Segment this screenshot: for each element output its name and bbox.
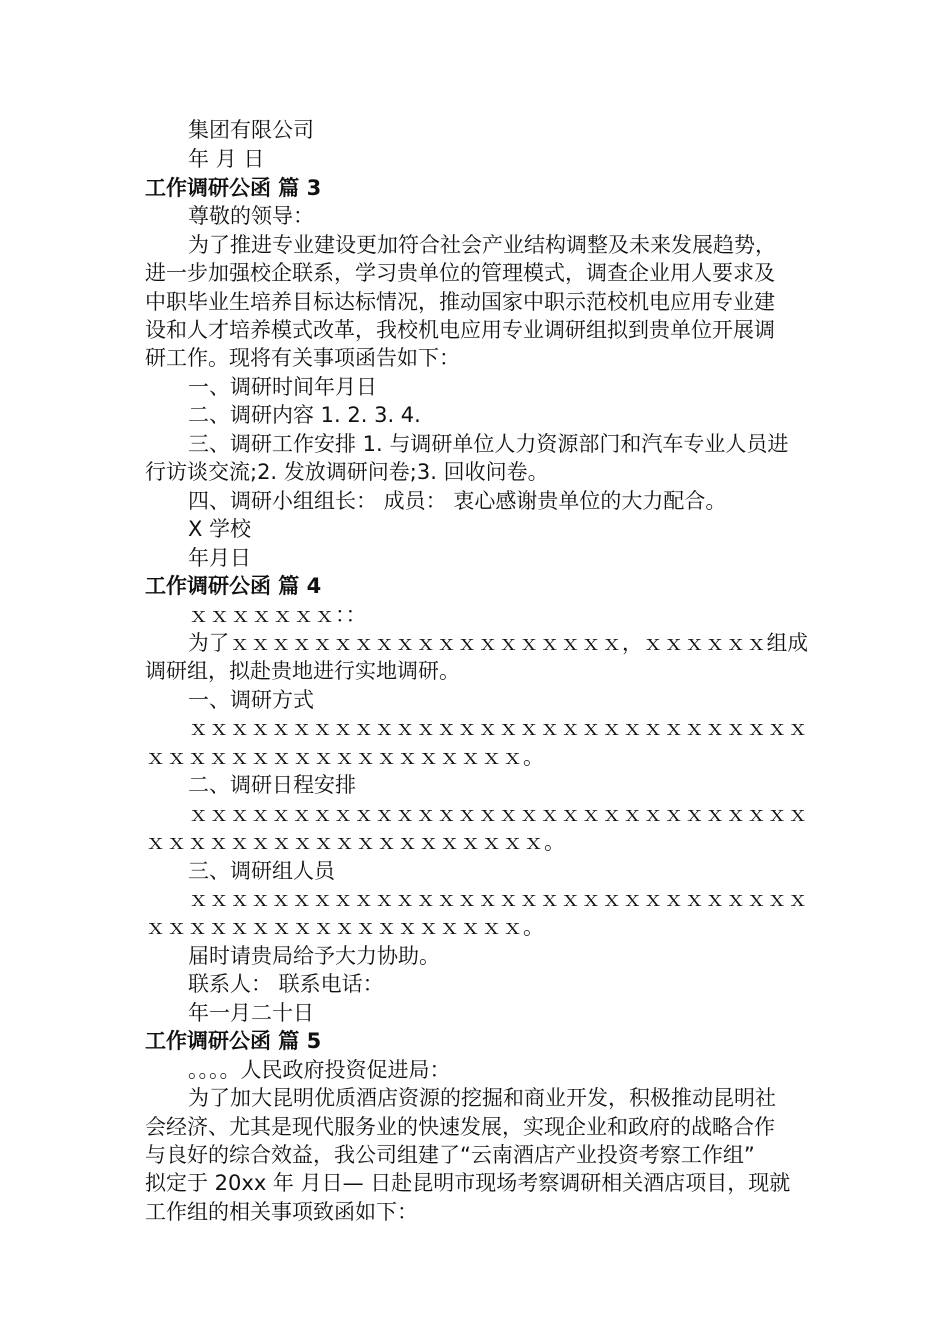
paragraph-line: 调研组，拟赴贵地进行实地调研。 <box>145 659 460 683</box>
paragraph-line: 工作组的相关事项致函如下： <box>145 1200 418 1224</box>
paragraph-line: 拟定于 20xx 年 月日— 日赴昆明市现场考察调研相关酒店项目，现就 <box>145 1171 791 1195</box>
paragraph-line: 年一月二十日 <box>188 1001 314 1025</box>
paragraph-line: 中职毕业生培养目标达标情况，推动国家中职示范校机电应用专业建 <box>145 290 775 314</box>
paragraph-line: ｘｘｘｘｘｘｘｘｘｘｘｘｘｘｘｘｘｘｘ。 <box>145 830 565 854</box>
paragraph-line: ｘｘｘｘｘｘｘｘｘｘｘｘｘｘｘｘｘｘ。 <box>145 915 544 939</box>
paragraph-line: 为了加大昆明优质酒店资源的挖掘和商业开发，积极推动昆明社 <box>188 1086 776 1110</box>
paragraph-line: 四、调研小组组长： 成员： 衷心感谢贵单位的大力配合。 <box>188 489 727 513</box>
paragraph-line: 为了ｘｘｘｘｘｘｘｘｘｘｘｘｘｘｘｘｘｘｘ，ｘｘｘｘｘｘ组成 <box>188 631 808 655</box>
paragraph-line: 三、调研组人员 <box>188 859 335 883</box>
signature-date: 年 月 日 <box>188 147 265 171</box>
paragraph-line: 行访谈交流;2. 发放调研问卷;3. 回收问卷。 <box>145 460 549 484</box>
section-heading-3: 工作调研公函 篇 3 <box>145 176 322 200</box>
paragraph-line: 一、调研方式 <box>188 688 314 712</box>
paragraph-line: X 学校 <box>188 517 252 541</box>
paragraph-line: 联系人： 联系电话： <box>188 972 384 996</box>
paragraph-line: ｘｘｘｘｘｘｘｘｘｘｘｘｘｘｘｘｘｘ。 <box>145 745 544 769</box>
signature-company: 集团有限公司 <box>188 118 314 142</box>
paragraph-line: 二、调研内容 1. 2. 3. 4. <box>188 403 421 427</box>
paragraph-line: 年月日 <box>188 546 251 570</box>
paragraph-line: 二、调研日程安排 <box>188 773 356 797</box>
paragraph-line: 。。。。人民政府投资促进局： <box>188 1058 451 1082</box>
paragraph-line: ｘｘｘｘｘｘｘｘｘｘｘｘｘｘｘｘｘｘｘｘｘｘｘｘｘｘｘｘｘｘ <box>188 716 808 740</box>
paragraph-line: ｘｘｘｘｘｘｘｘｘｘｘｘｘｘｘｘｘｘｘｘｘｘｘｘｘｘｘｘｘｘ <box>188 887 808 911</box>
paragraph-line: 尊敬的领导： <box>188 204 314 228</box>
paragraph-line: 研工作。现将有关事项函告如下： <box>145 346 460 370</box>
paragraph-line: 会经济、尤其是现代服务业的快速发展，实现企业和政府的战略合作 <box>145 1115 775 1139</box>
paragraph-line: 一、调研时间年月日 <box>188 375 377 399</box>
paragraph-line: 设和人才培养模式改革，我校机电应用专业调研组拟到贵单位开展调 <box>145 318 775 342</box>
paragraph-line: 为了推进专业建设更加符合社会产业结构调整及未来发展趋势， <box>188 233 776 257</box>
section-heading-5: 工作调研公函 篇 5 <box>145 1029 322 1053</box>
paragraph-line: 进一步加强校企联系，学习贵单位的管理模式，调查企业用人要求及 <box>145 261 775 285</box>
paragraph-line: ｘｘｘｘｘｘｘ：： <box>188 603 367 627</box>
paragraph-line: 与良好的综合效益，我公司组建了“云南酒店产业投资考察工作组” <box>145 1143 755 1167</box>
paragraph-line: ｘｘｘｘｘｘｘｘｘｘｘｘｘｘｘｘｘｘｘｘｘｘｘｘｘｘｘｘｘｘ <box>188 802 808 826</box>
paragraph-line: 三、调研工作安排 1. 与调研单位人力资源部门和汽车专业人员进 <box>188 432 789 456</box>
paragraph-line: 届时请贵局给予大力协助。 <box>188 944 440 968</box>
section-heading-4: 工作调研公函 篇 4 <box>145 574 322 598</box>
